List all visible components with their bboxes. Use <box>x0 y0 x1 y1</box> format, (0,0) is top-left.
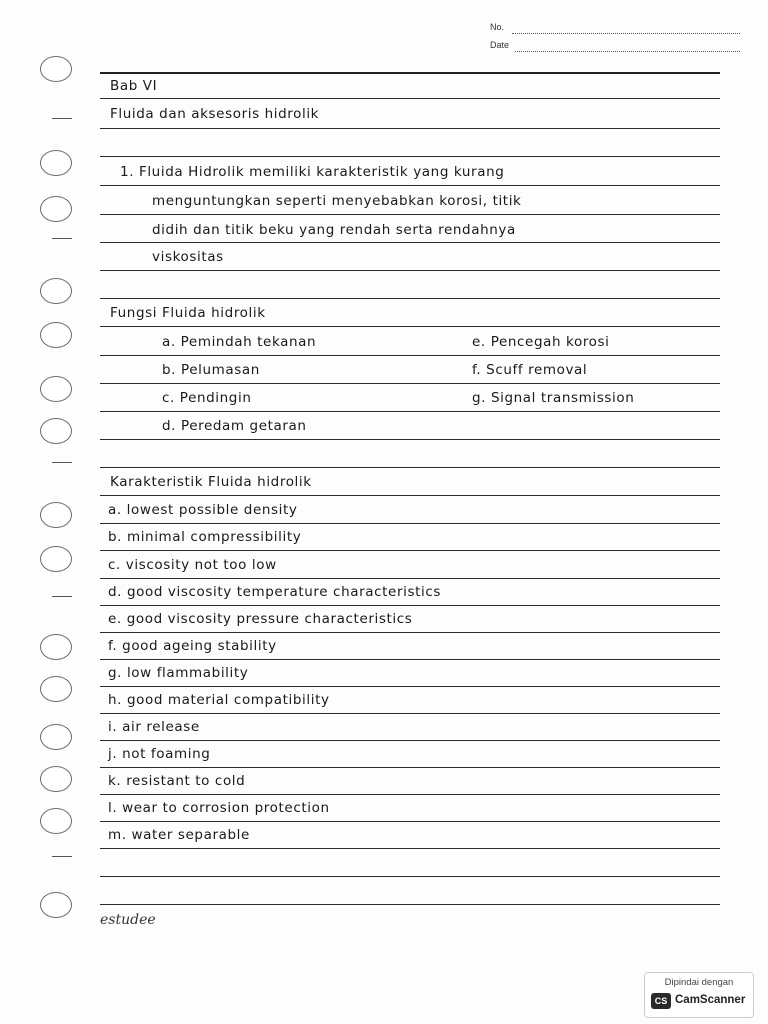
binder-ring <box>40 766 72 792</box>
date-line <box>515 51 740 52</box>
rule-line <box>100 411 720 412</box>
binder-tick <box>52 462 72 463</box>
rule-line <box>100 383 720 384</box>
rule-line <box>100 550 720 551</box>
intro-line: menguntungkan seperti menyebabkan korosi, titik <box>152 193 522 209</box>
binder-ring <box>40 634 72 660</box>
binder-ring <box>40 322 72 348</box>
rule-line <box>100 156 720 157</box>
rule-line <box>100 848 720 849</box>
rule-line <box>100 713 720 714</box>
binder-ring <box>40 278 72 304</box>
rule-line <box>100 355 720 356</box>
characteristic-item: j. not foaming <box>108 746 211 762</box>
rule-line <box>100 767 720 768</box>
binder-tick <box>52 238 72 239</box>
function-item: e. Pencegah korosi <box>472 334 610 350</box>
function-item: b. Pelumasan <box>162 362 260 378</box>
characteristic-item: i. air release <box>108 719 200 735</box>
rule-line <box>100 605 720 606</box>
characteristic-item: b. minimal compressibility <box>108 529 302 545</box>
scanner-caption: Dipindai dengan <box>664 977 734 988</box>
characteristic-item: d. good viscosity temperature characteristics <box>108 584 441 600</box>
function-item: a. Pemindah tekanan <box>162 334 317 350</box>
rule-line <box>100 72 720 74</box>
rule-line <box>100 185 720 186</box>
binder-ring <box>40 724 72 750</box>
camscanner-watermark <box>644 972 754 1018</box>
rule-line <box>100 98 720 99</box>
function-item: g. Signal transmission <box>472 390 635 406</box>
rule-line <box>100 740 720 741</box>
intro-line: didih dan titik beku yang rendah serta rendahnya <box>152 222 516 238</box>
rule-line <box>100 467 720 468</box>
characteristic-item: e. good viscosity pressure characteristics <box>108 611 413 627</box>
function-item: f. Scuff removal <box>472 362 588 378</box>
binder-tick <box>52 596 72 597</box>
rule-line <box>100 632 720 633</box>
binder-ring <box>40 502 72 528</box>
rule-line <box>100 214 720 215</box>
binder-ring <box>40 150 72 176</box>
rule-line <box>100 876 720 877</box>
rule-line <box>100 495 720 496</box>
binder-ring <box>40 892 72 918</box>
binder-ring <box>40 56 72 82</box>
characteristics-heading: Karakteristik Fluida hidrolik <box>110 474 312 490</box>
characteristic-item: f. good ageing stability <box>108 638 277 654</box>
notebook-brand-logo: estudee <box>100 912 156 928</box>
binder-tick <box>52 856 72 857</box>
rule-line <box>100 686 720 687</box>
characteristic-item: g. low flammability <box>108 665 249 681</box>
intro-line: viskositas <box>152 249 224 265</box>
binder-ring <box>40 676 72 702</box>
no-line <box>512 33 740 34</box>
scanner-name: CamScanner <box>675 994 746 1006</box>
rule-line <box>100 523 720 524</box>
function-item: d. Peredam getaran <box>162 418 307 434</box>
rule-line <box>100 298 720 299</box>
rule-line <box>100 439 720 440</box>
page-title: Fluida dan aksesoris hidrolik <box>110 106 320 122</box>
camscanner-logo-icon: CS <box>651 993 671 1009</box>
rule-line <box>100 270 720 271</box>
rule-line <box>100 242 720 243</box>
no-label: No. <box>490 22 505 32</box>
binder-tick <box>52 118 72 119</box>
rule-line <box>100 794 720 795</box>
chapter-heading: Bab VI <box>110 78 158 94</box>
functions-heading: Fungsi Fluida hidrolik <box>110 305 266 321</box>
rule-line <box>100 578 720 579</box>
function-item: c. Pendingin <box>162 390 252 406</box>
rule-line <box>100 128 720 129</box>
binder-ring <box>40 808 72 834</box>
binder-ring <box>40 546 72 572</box>
characteristic-item: a. lowest possible density <box>108 502 298 518</box>
intro-line: 1. Fluida Hidrolik memiliki karakteristik yang kurang <box>120 164 505 180</box>
binder-ring <box>40 376 72 402</box>
characteristic-item: l. wear to corrosion protection <box>108 800 330 816</box>
binder-ring <box>40 196 72 222</box>
binder-ring <box>40 418 72 444</box>
rule-line <box>100 326 720 327</box>
rule-line <box>100 659 720 660</box>
characteristic-item: k. resistant to cold <box>108 773 246 789</box>
characteristic-item: c. viscosity not too low <box>108 557 277 573</box>
date-label: Date <box>490 40 510 50</box>
characteristic-item: h. good material compatibility <box>108 692 330 708</box>
characteristic-item: m. water separable <box>108 827 250 843</box>
rule-line <box>100 821 720 822</box>
rule-line <box>100 904 720 905</box>
